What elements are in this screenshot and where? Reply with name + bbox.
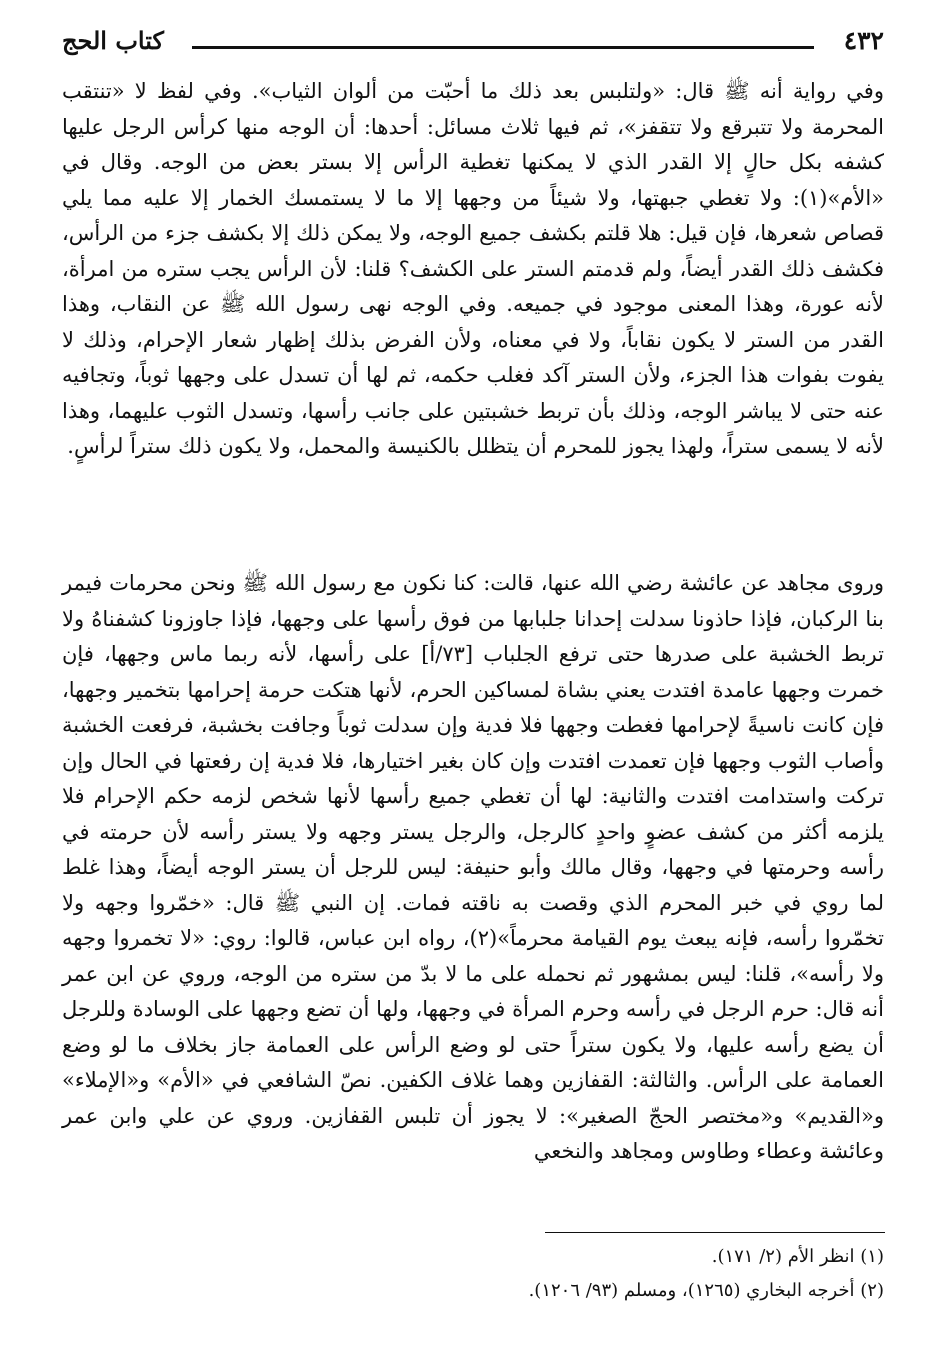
page-header [62,26,884,66]
body-paragraph-1: وفي رواية أنه ﷺ قال: «ولتلبس بعد ذلك ما أحبّت من ألوان الثياب». وفي لفظ لا «تنتقب المحرمة ولا تتبرقع ولا تتقفز»، ثم فيها ثلاث مسائل: أحدها: أن الوجه منها كرأس الرجل عليها كشفه بكل حالٍ إلا القدر الذي لا يمكنها تغطية الرأس إلا بستر بعض من الوجه. وقال في «الأم»(١): ولا تغطي جبهتها، ولا شيئاً من وجهها إلا ما لا يستمسك الخمار إلا عليه مما يلي قصاص شعرها، فإن قيل: هلا قلتم بكشف جميع الوجه، ولا يمكن ذلك إلا بكشف جزء من الرأس، فكشف ذلك القدر أيضاً، ولم قدمتم الستر على الكشف؟ قلنا: لأن الرأس يجب ستره من امرأة، لأنه عورة، وهذا المعنى موجود في جميعه. وفي الوجه نهى رسول الله ﷺ عن النقاب، وهذا القدر من الستر لا يكون نقاباً، ولا في معناه، ولأن الفرض بذلك إظهار شعار الإحرام، وذلك لا يفوت بفوات هذا الجزء، ولأن الستر آكد فغلب حكمه، ثم لها أن تسدل على وجهها ثوباً، وتجافيه عنه حتى لا يباشر الوجه، وذلك بأن تربط خشبتين على جانب رأسها، وتسدل الثوب عليهما، وهذا لأنه لا يسمى ستراً، ولهذا يجوز للمحرم أن يتظلل بالكنيسة والمحمل، ولا يكون ذلك ستراً لرأسٍ. [62,79,885,458]
footnotes [62,1240,884,1308]
header-rule [192,46,814,49]
footnote-1: (١) انظر الأم (٢/ ١٧١). [711,1246,884,1267]
page-number: ٤٣٢ [843,26,884,55]
body-paragraph-2: وروى مجاهد عن عائشة رضي الله عنها، قالت: كنا نكون مع رسول الله ﷺ ونحن محرمات فيمر بنا الركبان، فإذا حاذونا سدلت إحدانا جلبابها من فوق رأسها على وجهها، فإذا جاوزونا كشفناهُ ولا تربط الخشبة على صدرها حتى ترفع الجلباب [٧٣/أ] على رأسها، لأنه ربما ماس وجهها، فإن خمرت وجهها عامدة افتدت يعني بشاة لمساكين الحرم، لأنها هتكت حرمة إحرامها بتخمير وجهها، فإن كانت ناسيةً لإحرامها فغطت وجهها فلا فدية وإن سدلت ثوباً وجافت بخشبة، فرفعت الخشبة وأصاب الثوب وجهها فإن تعمدت افتدت وإن كان بغير اختيارها، فلا فدية إن رفعتها في الحال وإن تركت واستدامت افتدت والثانية: لها أن تغطي جميع رأسها لأنها شخص لزمه حكم الإحرام فلا يلزمه أكثر من كشف عضوٍ واحدٍ كالرجل، والرجل يستر وجهه ولا يستر رأسه لأن حرمته في رأسه وحرمتها في وجهها، وقال مالك وأبو حنيفة: ليس للرجل أن يستر الوجه أيضاً، وهذا غلط لما روي في خبر المحرم الذي وقصت به ناقته فمات. إن النبي ﷺ قال: «خمّروا وجهه ولا تخمّروا رأسه، فإنه يبعث يوم القيامة محرماً»(٢)، رواه ابن عباس، قالوا: روي: «لا تخمروا وجهه ولا رأسه»، قلنا: ليس بمشهور ثم نحمله على ما لا بدّ من ستره من الوجه، وروي عن ابن عمر أنه قال: حرم الرجل في رأسه وحرم المرأة في وجهها، ولها أن تضع وجهها على الوسادة وللرجل أن يضع رأسه عليها، ولا يكون ستراً حتى لو وضع الرأس على العمامة جاز بخلاف ما لو وضع العمامة على الرأس. والثالثة: القفازين وهما غلاف الكفين. نصّ الشافعي في «الأم» و«الإملاء» و«القديم» و«مختصر الحجّ الصغير»: لا يجوز أن تلبس القفازين. وروي عن علي وابن عمر وعائشة وعطاء وطاوس ومجاهد والنخعي [62,571,884,1163]
footnote-2: (٢) أخرجه البخاري (١٢٦٥)، ومسلم (٩٣/ ١٢٠٦). [528,1280,884,1301]
footnote-separator [545,1232,885,1233]
book-title: كتاب الحج [62,26,164,55]
